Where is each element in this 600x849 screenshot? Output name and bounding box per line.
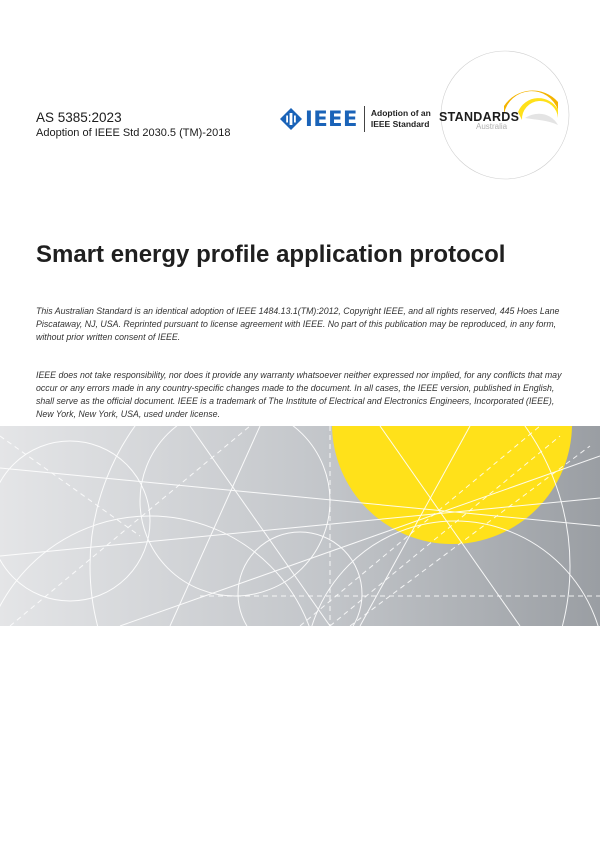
ieee-disclaimer: IEEE does not take responsibility, nor does it provide any warranty whatsoever neither expressed nor implied, for any conflicts that may occur or any errors made in any country-specific changes made to the document. In all cases, the IEEE version, published in English, shall serve as the official document. IEEE is a trademark of The Institute of Electrical and Electronics Engineers, Incorporated (IEEE), New York, New York, USA, used under license. — [36, 370, 562, 419]
adoption-line: Adoption of IEEE Std 2030.5 (TM)-2018 — [36, 127, 231, 139]
standard-number: AS 5385:2023 — [36, 110, 122, 125]
adoption-statement: This Australian Standard is an identical adoption of IEEE 1484.13.1(TM):2012, Copyright IEEE, and all rights reserved, 445 Hoes Lane Piscataway, NJ, USA. Reprinted pursuant to license agreement with IEEE. No part of this publication may be reproduced, in any form, without prior written consent of IEEE. — [36, 306, 560, 342]
standards-wordmark: STANDARDS — [439, 110, 520, 124]
australia-subword: Australia — [476, 122, 508, 131]
decorative-geometric-band — [0, 426, 600, 626]
ieee-divider — [364, 106, 365, 132]
ieee-wordmark: IEEE — [305, 107, 358, 131]
ieee-diamond-icon — [280, 108, 302, 130]
ieee-note-line1: Adoption of an — [370, 108, 431, 118]
ieee-logo — [280, 106, 441, 132]
ieee-note-line2: IEEE Standard — [370, 119, 430, 129]
document-title: Smart energy profile application protocol — [36, 241, 506, 268]
